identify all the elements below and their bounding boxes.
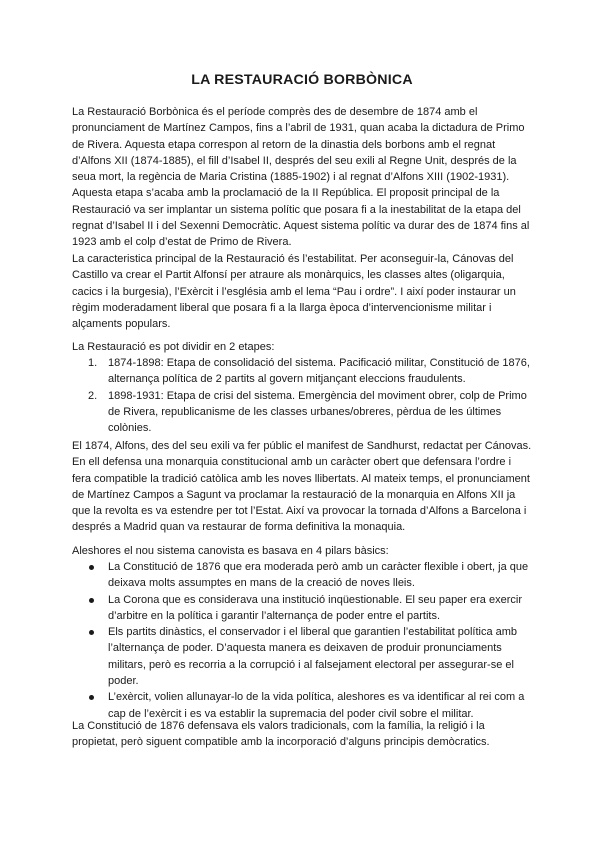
paragraph-pillars-intro: Aleshores el nou sistema canovista es basava en 4 pilars bàsics:: [72, 545, 389, 557]
bullet-icon: [89, 695, 94, 700]
list-item-text: La Constitució de 1876 que era moderada però amb un caràcter flexible i obert, ja que deixava molts assumptes en mans de la creació de noves lleis.: [108, 561, 529, 590]
list-item-text: 1874-1898: Etapa de consolidació del sistema. Pacificació militar, Constitució de 1876, alternança política de 2 partits al govern mitjançant eleccions fraudulents.: [108, 357, 530, 386]
paragraph-sandhurst: El 1874, Alfons, des del seu exili va fer públic el manifest de Sandhurst, redactat per Cánovas. En ell defensa una monarquia constitucional amb un caràcter obert que defensara l’ordre i fera compatible la tradició catòlica amb les noves llibertats. Al mateix temps, el pronunciament de Martínez Campos a Sagunt va proclamar la restauració de la monarquia en Alfons XII ja que la revolta es va estendre per tot l’Estat. Així va provocar la tornada d’Alfons a Barcelona i després a Madrid quan va restaurar de forma definitiva la monaquia.: [72, 440, 532, 534]
list-item: [72, 592, 532, 625]
list-item-text: 1898-1931: Etapa de crisi del sistema. Emergència del moviment obrer, colp de Primo de Rivera, republicanisme de les classes urbanes/obreres, pèrdua de les últimes colònies.: [108, 389, 527, 435]
list-item: [72, 355, 532, 388]
paragraph-intro: La Restauració Borbònica és el període comprès des de desembre de 1874 amb el pronunciament de Martínez Campos, fins a l’abril de 1931, quan acaba la dictadura de Primo de Rivera. Aquesta etapa correspon al retorn de la dinastia dels borbons amb el regnat d’Alfons XII (1874-1885), el fill d’Isabel II, després del seu exili al Regne Unit, després de la seua mort, la regència de Maria Cristina (1885-1902) i al regnat d’Alfons XIII (1902-1931). Aquesta etapa s’acaba amb la proclamació de la II República. El proposit principal de la Restauració va ser implantar un sistema polític que posara fi a la inestabilitat de la etapa del regnat d’Isabel II i del Sexenni Democràtic. Aquest sistema polític va durar des de 1874 fins al 1923 amb el colp d’estat de Primo de Rivera.: [72, 106, 530, 249]
page-title: LA RESTAURACIÓ BORBÒNICA: [191, 72, 413, 88]
bullet-icon: [89, 565, 94, 570]
stages-list: [72, 355, 532, 436]
list-item-text: La Corona que es considerava una institució inqüestionable. El seu paper era exercir d’arbitre en la política i garantir l’alternança de poder entre el partits.: [108, 593, 522, 622]
list-item: [72, 624, 532, 689]
bullet-icon: [89, 598, 94, 603]
list-item-text: Els partits dinàstics, el conservador i el liberal que garantien l’estabilitat política amb l’alternança de poder. D’aquesta manera es deixaven de produir pronunciaments militars, però es recorria a la corrupció i al falsejament electoral per assegurar-se el poder.: [108, 626, 518, 688]
paragraph-stages-intro: La Restauració es pot dividir en 2 etapes:: [72, 341, 275, 353]
list-item: [72, 388, 532, 437]
list-item-number: 2.: [88, 389, 98, 402]
bullet-icon: [89, 630, 94, 635]
paragraph-stability: La caracteristica principal de la Restauració és l’estabilitat. Per aconseguir-la, Cánovas del Castillo va crear el Partit Alfonsí per atraure als monàrquics, les classes altes (oligarquia, cacics i la burgesia), l’Exèrcit i l’església amb el lema “Pau i ordre”. I així poder instaurar un règim moderadament liberal que posara fi a la llarga època d’intervencionisme militar i alçaments populars.: [72, 253, 516, 331]
pillars-list: [72, 559, 532, 722]
list-item-number: 1.: [88, 357, 98, 369]
list-item-text: L’exèrcit, volien allunayar-lo de la vida política, aleshores es va identificar al rei com a cap de l’exèrcit i es va establir la supremacia del poder civil sobre el militar.: [108, 691, 525, 720]
list-item: [72, 559, 532, 592]
paragraph-constitution: La Constitució de 1876 defensava els valors tradicionals, com la família, la religió i la propietat, però siguent compatible amb la incorporació d’alguns principis demòcratics.: [72, 720, 490, 749]
